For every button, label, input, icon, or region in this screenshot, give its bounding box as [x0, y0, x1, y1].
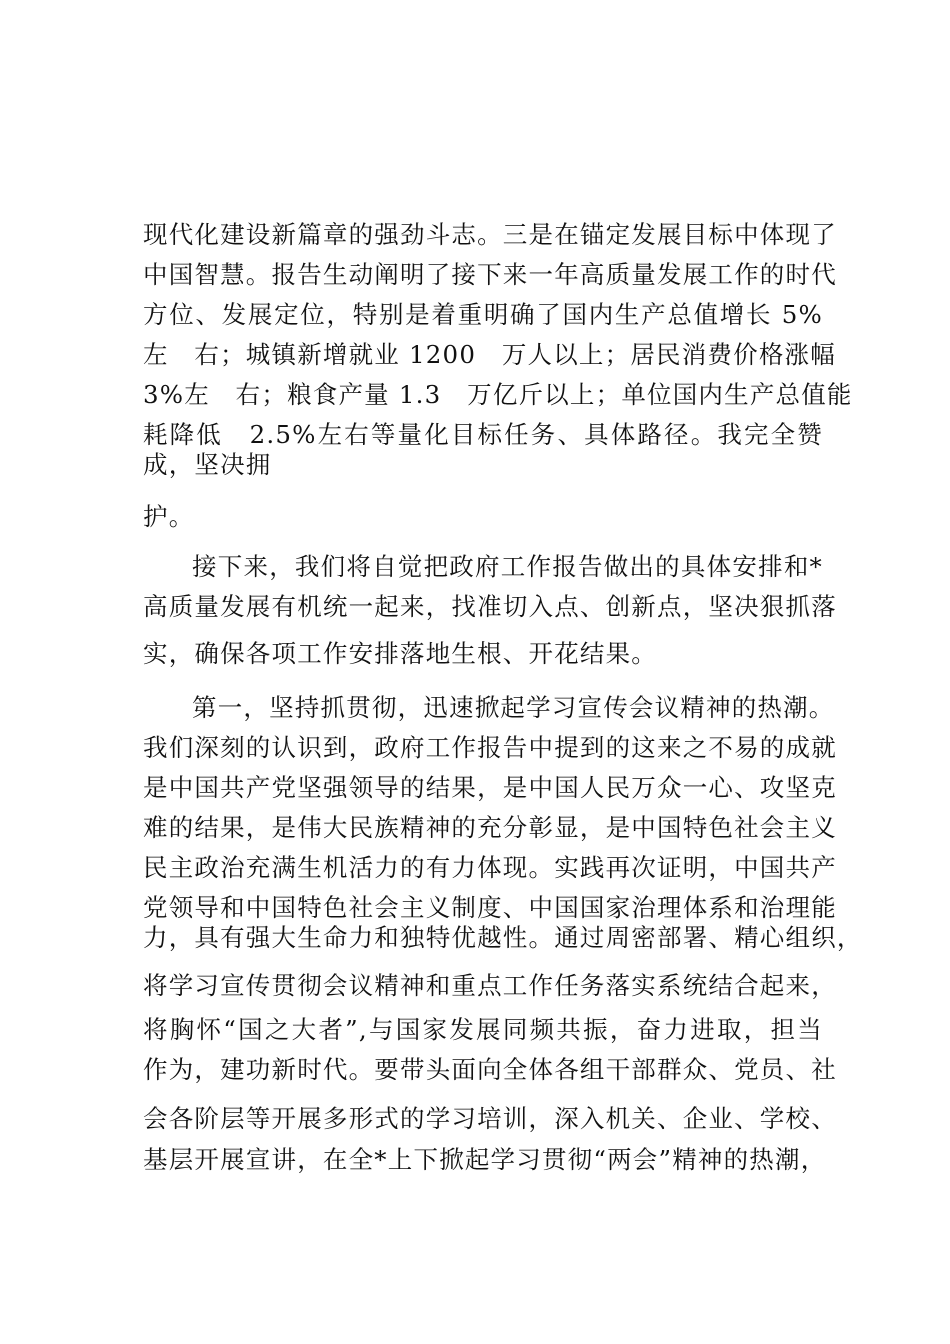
text-line: 将学习宣传贯彻会议精神和重点工作任务落实系统结合起来，: [143, 971, 837, 1000]
text-line: 是中国共产党坚强领导的结果，是中国人民万众一心、攻坚克: [143, 773, 837, 802]
text-line: 实，确保各项工作安排落地生根、开花结果。: [143, 639, 657, 668]
text-line: 我们深刻的认识到，政府工作报告中提到的这来之不易的成就: [143, 733, 837, 762]
text-line: 基层开展宣讲，在全*上下掀起学习贯彻“两会”精神的热潮，: [143, 1145, 827, 1174]
text-line: 作为，建功新时代。要带头面向全体各组干部群众、党员、社: [143, 1055, 837, 1084]
text-line: 现代化建设新篇章的强劲斗志。三是在锚定发展目标中体现了: [143, 220, 837, 249]
text-line: 中国智慧。报告生动阐明了接下来一年高质量发展工作的时代: [143, 260, 837, 289]
text-line: 左 右；城镇新增就业 1200 万人以上；居民消费价格涨幅: [143, 340, 836, 369]
text-line: 高质量发展有机统一起来，找准切入点、创新点，坚决狠抓落: [143, 592, 837, 621]
text-line: 耗降低 2.5%左右等量化目标任务、具体路径。我完全赞: [143, 420, 823, 449]
text-line: 3%左 右；粮食产量 1.3 万亿斤以上；单位国内生产总值能: [143, 380, 853, 409]
text-line: 党领导和中国特色社会主义制度、中国国家治理体系和治理能: [143, 893, 837, 922]
text-line: 方位、发展定位，特别是着重明确了国内生产总值增长 5%: [143, 300, 823, 329]
text-line: 难的结果，是伟大民族精神的充分彰显，是中国特色社会主义: [143, 813, 837, 842]
text-line: 成，坚决拥: [143, 450, 272, 479]
paragraph-first-line: 接下来，我们将自觉把政府工作报告做出的具体安排和*: [192, 552, 823, 581]
paragraph-first-line: 第一，坚持抓贯彻，迅速掀起学习宣传会议精神的热潮。: [192, 693, 835, 722]
text-line: 会各阶层等开展多形式的学习培训，深入机关、企业、学校、: [143, 1104, 837, 1133]
text-line: 护。: [143, 502, 195, 531]
text-line: 力，具有强大生命力和独特优越性。通过周密部署、精心组织，: [143, 923, 863, 952]
text-line: 将胸怀“国之大者”,与国家发展同频共振，奋力进取，担当: [143, 1015, 823, 1044]
text-line: 民主政治充满生机活力的有力体现。实践再次证明，中国共产: [143, 853, 837, 882]
